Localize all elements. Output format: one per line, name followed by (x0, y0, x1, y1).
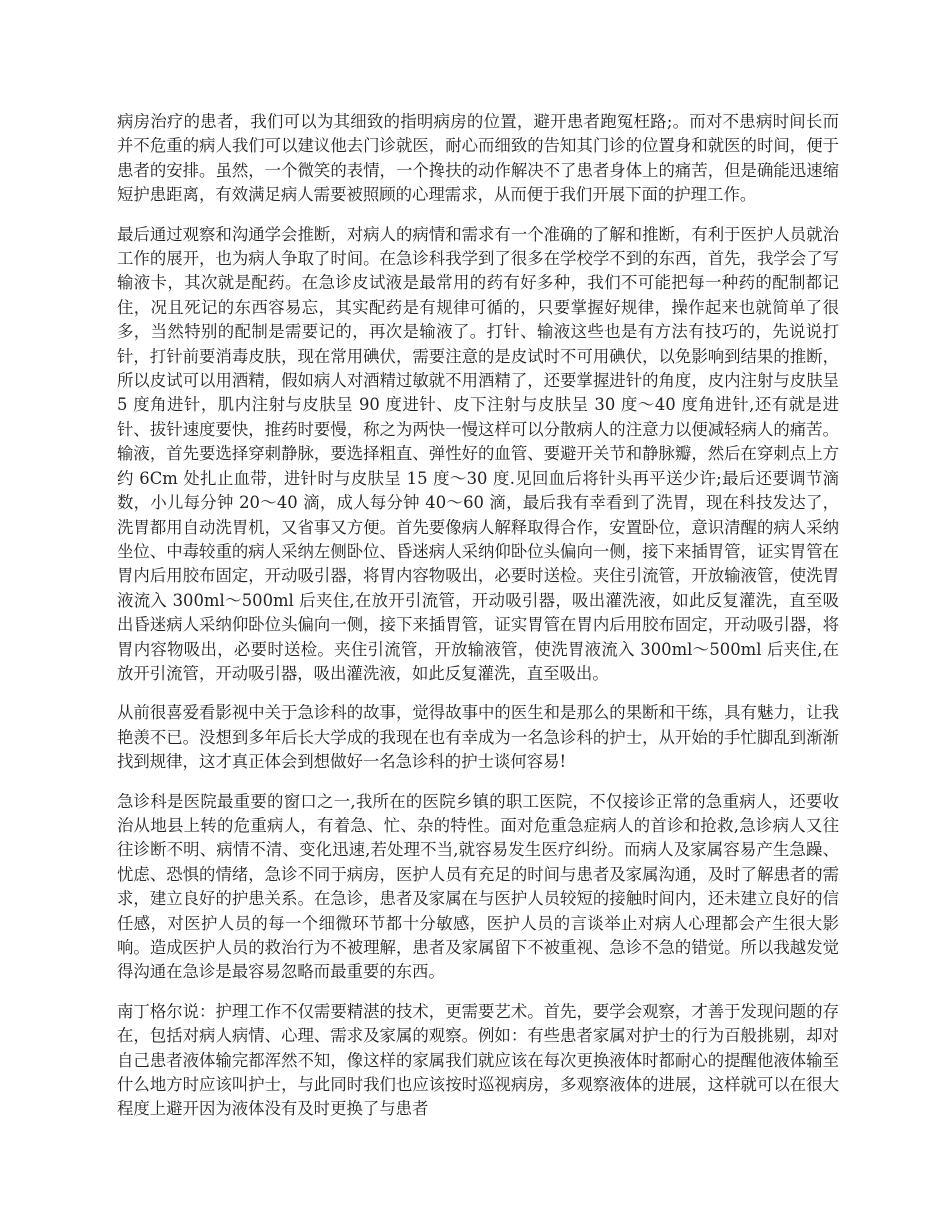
paragraph-5: 南丁格尔说：护理工作不仅需要精湛的技术，更需要艺术。首先，要学会观察，才善于发现问题的存在，包括对病人病情、心理、需求及家属的观察。例如：有些患者家属对护士的行为百般挑剔，却对自己患者液体输完都浑然不知，像这样的家属我们就应该在每次更换液体时都耐心的提醒他液体输至什么地方时应该叫护士，与此同时我们也应该按时巡视病房，多观察液体的进展，这样就可以在很大程度上避开因为液体没有及时更换了与患者 (117, 1001, 839, 1119)
paragraph-3: 从前很喜爱看影视中关于急诊科的故事，觉得故事中的医生和是那么的果断和干练，具有魅力，让我艳羡不已。没想到多年后长大学成的我现在也有幸成为一名急诊科的护士，从开始的手忙脚乱到渐渐找到规律，这才真正体会到想做好一名急诊科的护士谈何容易! (117, 703, 839, 772)
paragraph-1: 病房治疗的患者，我们可以为其细致的指明病房的位置，避开患者跑冤枉路;。而对不患病时间长而并不危重的病人我们可以建议他去门诊就医，耐心而细致的告知其门诊的位置身和就医的时间，便于患者的安排。虽然，一个微笑的表情，一个搀扶的动作解决不了患者身体上的痛苦，但是确能迅速缩短护患距离，有效满足病人需要被照顾的心理需求，从而便于我们开展下面的护理工作。 (117, 112, 839, 205)
paragraph-4: 急诊科是医院最重要的窗口之一,我所在的医院乡镇的职工医院，不仅接诊正常的急重病人，还要收治从地县上转的危重病人，有着急、忙、杂的特性。面对危重急症病人的首诊和抢救,急诊病人又往往诊断不明、病情不清、变化迅速,若处理不当,就容易发生医疗纠纷。而病人及家属容易产生急躁、忧虑、恐惧的情绪，急诊不同于病房，医护人员有充足的时间与患者及家属沟通，及时了解患者的需求，建立良好的护患关系。在急诊，患者及家属在与医护人员较短的接触时间内，还未建立良好的信任感，对医护人员的每一个细微环节都十分敏感，医护人员的言谈举止对病人心理都会产生很大影响。造成医护人员的救治行为不被理解，患者及家属留下不被重视、急诊不急的错觉。所以我越发觉得沟通在急诊是最容易忽略而最重要的东西。 (117, 791, 839, 982)
paragraph-2: 最后通过观察和沟通学会推断，对病人的病情和需求有一个准确的了解和推断，有利于医护人员就治工作的展开，也为病人争取了时间。在急诊科我学到了很多在学校学不到的东西，首先，我学会了写输液卡，其次就是配药。在急诊皮试液是最常用的药有好多种，我们不可能把每一种药的配制都记住，况且死记的东西容易忘，其实配药是有规律可循的，只要掌握好规律，操作起来也就简单了很多，当然特别的配制是需要记的，再次是输液了。打针、输液这些也是有方法有技巧的，先说说打针，打针前要消毒皮肤，现在常用碘伏，需要注意的是皮试时不可用碘伏，以免影响到结果的推断，所以皮试可以用酒精，假如病人对酒精过敏就不用酒精了，还要掌握进针的角度，皮内注射与皮肤呈 5 度角进针，肌内注射与皮肤呈 90 度进针、皮下注射与皮肤呈 30 度～40 度角进针,还有就是进针、拔针速度要快，推药时要慢，称之为两快一慢这样可以分散病人的注意力以便减轻病人的痛苦。输液，首先要选择穿刺静脉，要选择粗直、弹性好的血管、要避开关节和静脉瓣，然后在穿刺点上方约 6Cm 处扎止血带，进针时与皮肤呈 15 度～30 度.见回血后将针头再平送少许;最后还要调节滴数，小儿每分钟 20～40 滴，成人每分钟 40～60 滴，最后我有幸看到了洗胃，现在科技发达了，洗胃都用自动洗胃机，又省事又方便。首先要像病人解释取得合作，安置卧位，意识清醒的病人采纳坐位、中毒较重的病人采纳左侧卧位、昏迷病人采纳仰卧位头偏向一侧，接下来插胃管，证实胃管在胃内后用胶布固定，开动吸引器，将胃内容物吸出，必要时送检。夹住引流管，开放输液管，使洗胃液流入 300ml～500ml 后夹住,在放开引流管，开动吸引器，吸出灌洗液，如此反复灌洗，直至吸出昏迷病人采纳仰卧位头偏向一侧，接下来插胃管，证实胃管在胃内后用胶布固定，开动吸引器，将胃内容物吸出，必要时送检。夹住引流管，开放输液管，使洗胃液流入 300ml～500ml 后夹住,在放开引流管，开动吸引器，吸出灌洗液，如此反复灌洗，直至吸出。 (117, 224, 839, 683)
document-page (117, 110, 839, 1137)
